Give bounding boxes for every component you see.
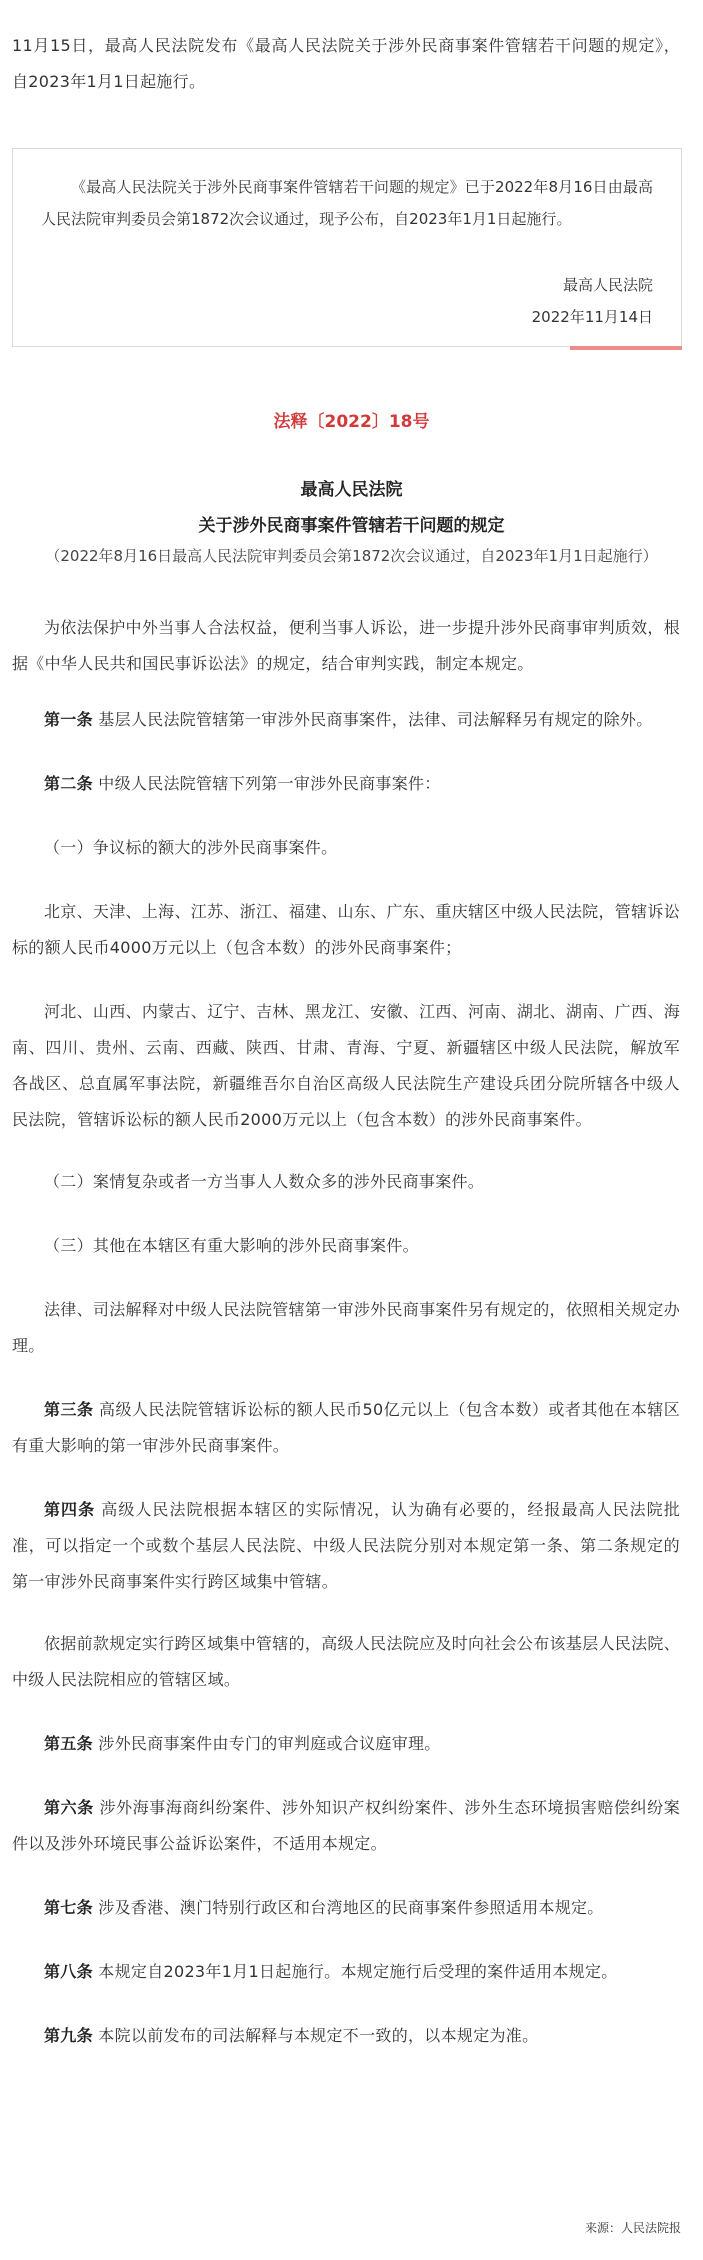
article-4-text: 高级人民法院根据本辖区的实际情况，认为确有必要的，经报最高人民法院批准，可以指定一个或数个基层人民法院、中级人民法院分别对本规定第一条、第二条规定的第一审涉外民商事案件实行跨区域集中管辖。 [12, 1500, 681, 1591]
accent-bar [570, 346, 682, 350]
article-6 [12, 1790, 680, 1862]
article-4-label: 第四条 [44, 1500, 96, 1519]
article-1-label: 第一条 [44, 710, 93, 729]
article-3-label: 第三条 [44, 1400, 94, 1419]
article-2-item-3: （三）其他在本辖区有重大影响的涉外民商事案件。 [44, 1236, 419, 1255]
announcement-signer: 最高人民法院 [562, 276, 653, 294]
article-2-text: 中级人民法院管辖下列第一审涉外民商事案件： [98, 774, 441, 793]
article-5-text: 涉外民商事案件由专门的审判庭或合议庭审理。 [98, 1734, 441, 1753]
article-3-text: 高级人民法院管辖诉讼标的额人民币50亿元以上（包含本数）或者其他在本辖区有重大影响的第一审涉外民商事案件。 [12, 1400, 680, 1455]
announcement-text: 《最高人民法院关于涉外民商事案件管辖若干问题的规定》已于2022年8月16日由最高人民法院审判委员会第1872次会议通过，现予公布，自2023年1月1日起施行。 [41, 178, 653, 228]
article-4 [12, 1492, 680, 1600]
source-credit: 来源：人民法院报 [584, 2221, 681, 2235]
article-8-text: 本规定自2023年1月1日起施行。本规定施行后受理的案件适用本规定。 [98, 1962, 618, 1981]
issuer-heading: 最高人民法院 [300, 480, 403, 500]
article-5 [12, 1726, 680, 1762]
article-9-label: 第九条 [44, 2026, 93, 2045]
article-9-text: 本院以前发布的司法解释与本规定不一致的，以本规定为准。 [98, 2026, 539, 2045]
document-title: 关于涉外民商事案件管辖若干问题的规定 [198, 516, 505, 536]
announcement-date: 2022年11月14日 [531, 308, 653, 326]
document-number: 法释〔2022〕18号 [273, 412, 430, 432]
article-2-item-1: （一）争议标的额大的涉外民商事案件。 [44, 838, 338, 857]
article-2-label: 第二条 [44, 774, 93, 793]
article-8-label: 第八条 [44, 1962, 93, 1981]
article-2-item-2: （二）案情复杂或者一方当事人人数众多的涉外民商事案件。 [44, 1172, 485, 1191]
adoption-note: （2022年8月16日最高人民法院审判委员会第1872次会议通过，自2023年1月1日起施行） [45, 547, 658, 565]
article-7-text: 涉及香港、澳门特别行政区和台湾地区的民商事案件参照适用本规定。 [98, 1898, 604, 1917]
article-3 [12, 1392, 680, 1464]
article-7-label: 第七条 [44, 1898, 93, 1917]
preamble-paragraph: 为依法保护中外当事人合法权益，便利当事人诉讼，进一步提升涉外民商事审判质效，根据《中华人民共和国民事诉讼法》的规定，结合审判实践，制定本规定。 [12, 618, 680, 673]
article-9 [12, 2018, 680, 2054]
article-6-label: 第六条 [44, 1798, 94, 1817]
article-6-text: 涉外海事海商纠纷案件、涉外知识产权纠纷案件、涉外生态环境损害赔偿纠纷案件以及涉外环境民事公益诉讼案件，不适用本规定。 [12, 1798, 680, 1853]
article-2 [12, 766, 680, 802]
article-2-item-1-tier-a: 北京、天津、上海、江苏、浙江、福建、山东、广东、重庆辖区中级人民法院，管辖诉讼标的额人民币4000万元以上（包含本数）的涉外民商事案件； [12, 902, 680, 957]
article-4-closing: 依据前款规定实行跨区域集中管辖的，高级人民法院应及时向社会公布该基层人民法院、中级人民法院相应的管辖区域。 [12, 1634, 680, 1689]
article-2-closing: 法律、司法解释对中级人民法院管辖第一审涉外民商事案件另有规定的，依照相关规定办理。 [12, 1300, 680, 1355]
announcement-box [12, 148, 682, 347]
article-2-item-1-tier-b: 河北、山西、内蒙古、辽宁、吉林、黑龙江、安徽、江西、河南、湖北、湖南、广西、海南、四川、贵州、云南、西藏、陕西、甘肃、青海、宁夏、新疆辖区中级人民法院，解放军各战区、总直属军事法院，新疆维吾尔自治区高级人民法院生产建设兵团分院所辖各中级人民法院，管辖诉讼标的额人民币2000万元以上（包含本数）的涉外民商事案件。 [12, 1002, 680, 1129]
article-8 [12, 1954, 680, 1990]
article-1 [12, 702, 680, 738]
article-5-label: 第五条 [44, 1734, 93, 1753]
article-7 [12, 1890, 680, 1926]
intro-paragraph: 11月15日，最高人民法院发布《最高人民法院关于涉外民商事案件管辖若干问题的规定》，自2023年1月1日起施行。 [12, 36, 680, 91]
article-1-text: 基层人民法院管辖第一审涉外民商事案件，法律、司法解释另有规定的除外。 [98, 710, 653, 729]
